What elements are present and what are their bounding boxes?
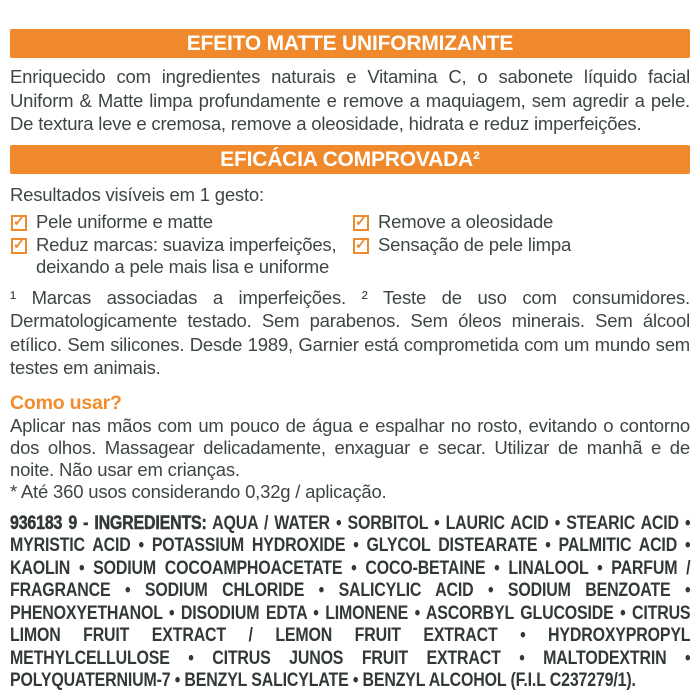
check-item-label: Remove a oleosidade <box>378 211 554 232</box>
check-item <box>10 211 352 234</box>
banner-efeito-matte: EFEITO MATTE UNIFORMIZANTE <box>10 29 690 58</box>
check-item <box>10 234 352 279</box>
ingredients-paragraph <box>10 513 690 693</box>
checked-box-icon <box>353 215 369 231</box>
check-item <box>352 211 690 234</box>
footnotes-paragraph: ¹ Marcas associadas a imperfeições. ² Teste de uso com consumidores. Dermatologicamente testado. Sem parabenos. Sem óleos minerais. Sem álcool etílico. Sem silicones. Desde 1989, Garnier está comprometida com um mundo sem testes em animais. <box>10 286 690 378</box>
checked-box-icon <box>11 215 27 231</box>
how-to-use-paragraph: Aplicar nas mãos com um pouco de água e espalhar no rosto, evitando o contorno dos olhos. Massagear delicadamente, enxaguar e secar. Utilizar de manhã e de noite. Não usar em crianças. <box>10 414 690 480</box>
checklist-left-column <box>10 211 352 279</box>
intro-paragraph: Enriquecido com ingredientes naturais e Vitamina C, o sabonete líquido facial Uniform & Matte limpa profundamente e remove a maquiagem, sem agredir a pele. De textura leve e cremosa, remove a oleosidade, hidrata e reduz imperfeições. <box>10 66 690 134</box>
checked-box-icon <box>11 238 27 254</box>
ingredients-prefix: 936183 9 - INGREDIENTS: <box>10 512 207 534</box>
check-item <box>352 234 690 257</box>
checked-box-icon <box>353 238 369 254</box>
check-item-label: Sensação de pele limpa <box>378 233 572 255</box>
how-to-use-title: Como usar? <box>10 391 122 414</box>
ingredients-list: AQUA / WATER • SORBITOL • LAURIC ACID • STEARIC ACID • MYRISTIC ACID • POTASSIUM HYDROXIDE • GLYCOL DISTEARATE • PALMITIC ACID • KAOLIN • SODIUM COCOAMPHOACETATE • COCO-BETAINE • LINALOOL • PARFUM / FRAGRANCE • SODIUM CHLORIDE • SALICYLIC ACID • SODIUM BENZOATE • PHENOXYETHANOL • DISODIUM EDTA • LIMONENE • ASCORBYL GLUCOSIDE • CITRUS LIMON FRUIT EXTRACT / LEMON FRUIT EXTRACT • HYDROXYPROPYL METHYLCELLULOSE • CITRUS JUNOS FRUIT EXTRACT • MALTODEXTRIN • POLYQUATERNIUM-7 • BENZYL SALICYLATE • BENZYL ALCOHOL (F.I.L C237279/1). <box>10 512 691 691</box>
results-checklist <box>10 211 690 279</box>
check-item-label: Reduz marcas: suaviza imperfeições, deixando a pele mais lisa e uniforme <box>36 233 337 277</box>
usage-note: * Até 360 usos considerando 0,32g / aplicação. <box>10 480 387 502</box>
check-item-label: Pele uniforme e matte <box>36 211 213 232</box>
banner-eficacia-comprovada: EFICÁCIA COMPROVADA² <box>10 145 690 174</box>
results-title: Resultados visíveis em 1 gesto: <box>10 183 264 205</box>
checklist-right-column <box>352 211 690 279</box>
